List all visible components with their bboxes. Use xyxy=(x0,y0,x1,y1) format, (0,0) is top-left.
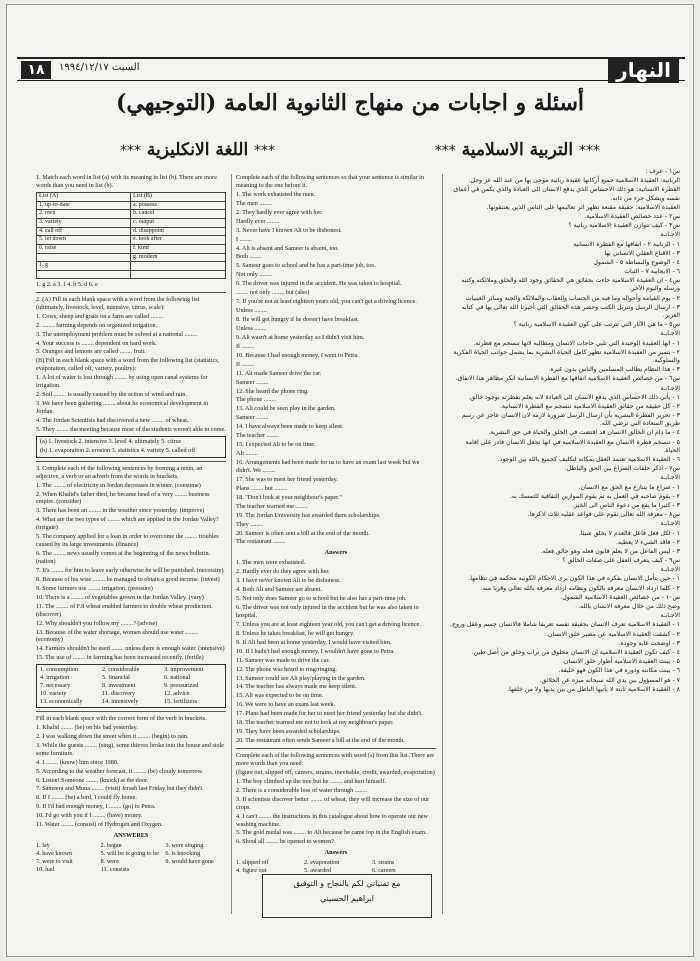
table-row xyxy=(37,201,226,210)
answer-item: 9. would have gone xyxy=(165,857,214,865)
list-b-cell: f. kind xyxy=(131,244,226,253)
answer-item: 3. strains xyxy=(372,859,395,867)
list-item: 1. The boy climbed up the tree but he ........ and hurt himself. xyxy=(236,777,387,785)
list-item: س٦ - من خصائص العقيدة الاسلامية اتفاقها مع الفطرة الانسانية انكر مظاهر هذا الاتفاق. xyxy=(455,375,680,383)
list-item: 5. According to the weather forecast, it ........ (be) cloudy tomorrow. xyxy=(36,767,204,775)
matching-table xyxy=(36,192,226,279)
answer-item: 6. careers xyxy=(372,867,396,875)
table-row xyxy=(37,270,226,278)
question-1: 1. Match each word in list (a) with its meaning in list (b). There are more words than you need in list (b). xyxy=(36,174,217,189)
table-row xyxy=(37,210,226,219)
issue-date: السبت ١٩٩٤/١٢/١٧ xyxy=(59,62,140,73)
list-item: ٢ - كشفت العقيدة الاسلامية عن مصير خلق الانسان. xyxy=(546,630,680,638)
list-b-cell: a. possess xyxy=(131,201,226,210)
list-item: ٢ - فاقد الشيء لا يعطيه. xyxy=(615,538,680,546)
answer-item: 4. irrigation xyxy=(40,674,70,682)
divider xyxy=(36,461,226,462)
list-item: الاجـابـة xyxy=(660,612,680,620)
answer-box-2 xyxy=(36,436,226,458)
answer-item: 5. awarded xyxy=(304,867,332,875)
answers-heading: Answers xyxy=(324,849,348,857)
list-item: Sameer ........ xyxy=(236,414,269,422)
question-1-answers: 1. g 2. a 3. f 4. b 5. d 6. e xyxy=(36,280,98,288)
answer-item: 3. were singing xyxy=(165,842,204,850)
answer-item: 3. improvement xyxy=(164,666,204,674)
list-b-cell: e. look after xyxy=(131,236,226,245)
answer-item: 14. The teacher has always made me keep silent. xyxy=(236,683,357,691)
list-item: س٥ - ما هي الآثار التي تترتب على كون العقيدة الاسلامية ربانية ؟ xyxy=(513,321,680,329)
list-item: الاجـابـة xyxy=(660,231,680,239)
answer-item: 5. financial xyxy=(102,674,130,682)
list-item: 2. When Khalid's father died, he became head of a very ........ business empire. (consider) xyxy=(36,490,210,506)
section-title-english xyxy=(120,140,275,160)
table-row xyxy=(37,253,226,262)
list-item: الفطرة الانسانية: هو ذلك الاحساس الذي يدفع الانسان الى العبادة والذي يكمن في أعماق نفسه ويشكل جزء من ذاته. xyxy=(453,186,680,202)
list-item: ٤ - الوضوح والبساطة ٥ - الشمول xyxy=(593,258,680,266)
answers-heading: Answers xyxy=(324,549,348,557)
question-6-items xyxy=(236,778,436,847)
table-row xyxy=(37,218,226,227)
list-item: 5. Oranges and lemons are called ........ fruit. xyxy=(36,348,146,356)
answer-item: 9. If Ali had been at home yesterday, I would have visited him. xyxy=(236,638,392,646)
list-item: 20. Sameer is often sent a bill at the end of the month. xyxy=(236,529,370,537)
question-2: 2. (A) Fill in each blank space with a word from the following list (ultimately, livestock, level, intensive, citrus, scale): xyxy=(36,295,200,311)
masthead xyxy=(17,57,685,81)
list-item: Ali ........ xyxy=(236,450,258,458)
list-item: The men ........ xyxy=(236,199,272,207)
list-item: ٣ - تحرير الفطرة البشرية بأن ارسال الرسل ضرورة لازمة لان الانسان عاجز عن رسم طريق السعادة التي ترضي الله. xyxy=(461,412,680,428)
question-5-items xyxy=(236,191,436,547)
english-column-left xyxy=(36,174,226,914)
question-4: Fill in each blank space with the correct form of the verb in brackets. xyxy=(36,714,207,722)
list-item: ٦ - الايجابية ٧ - الثبات xyxy=(624,268,680,276)
column-divider xyxy=(231,174,232,914)
list-item: ٣ - ليس الفاعل من لا يعلم قانون فعله وهو خالق فعله. xyxy=(540,547,680,555)
list-item: 3. We have been gathering ........ about he economical development in Jordan. xyxy=(36,400,209,416)
list-item: 9. Some farmers use ........ irrigation. (pressure) xyxy=(36,584,153,592)
answer-item: 4. Both Ali and Sameer are absent. xyxy=(236,586,322,594)
list-item: الاجـابـة xyxy=(660,566,680,574)
star-decoration: *** xyxy=(254,143,276,159)
list-item: س١٠ - من خصائص العقيدة الاسلامية الشمول. xyxy=(560,593,680,601)
list-item: ٢ - يتميز من العقيدة الاسلامية تظهر كامل الحياة البشرية بما يشمل جوانب الحياة الفكرية والسلوكية. xyxy=(453,348,680,364)
list-item: 3. Never have I known Ali to be dishonest. xyxy=(236,226,342,234)
list-item: ٨ - العقيدة الاسلامية ثابتة لا يأتيها الباطل من بين يديها ولا من خلفها. xyxy=(507,685,680,693)
list-item: 4. What are the two types of ........ which are applied in the Jordan Valley? (irrigate) xyxy=(36,516,219,532)
newspaper-logo: النهار xyxy=(608,57,679,83)
answer-item: 11. consists xyxy=(100,865,130,873)
question-3: 3. Complete each of the following sentences by forming a noun, an adjective, a verb or an adverb from the words in brackets. xyxy=(36,464,203,480)
answer-item: 5. Not only does Sameer go to school but he also has a part-time job. xyxy=(236,595,407,603)
answers-5 xyxy=(236,559,436,745)
list-item: 1. A lot of water is lost through ........ by using open canal systems for irrigation. xyxy=(36,374,208,390)
answer-item: 8. were xyxy=(100,857,119,865)
list-item: 13. Because of the water shortage, women should use water ........ (economy) xyxy=(36,628,198,644)
star-decoration: *** xyxy=(434,143,456,159)
list-item: س٤ - ان العقيدة الاسلامية جاءت بحقائق هي الحقائق وجود الله والخلق وملائكته وكتبه ورسله واليوم الآخر. xyxy=(461,277,680,293)
answer-item: 11. Sameer was made to drive the car. xyxy=(236,656,330,664)
list-b-cell: b. cancel xyxy=(131,210,226,219)
list-item: 11. Water ........ (consist) of Hydrogen and Oxygen. xyxy=(36,821,163,829)
answer-item: 2. evaporation xyxy=(304,859,340,867)
list-item: ١ - حين يتأمل الانسان بفكره في هذا الكون يرى الاحكام الكونية محكمة في نظامها. xyxy=(468,575,680,583)
answer-item: 7. necessary xyxy=(40,682,71,690)
list-b-cell xyxy=(131,270,226,278)
list-b-cell: c. output xyxy=(131,218,226,227)
section-title-religion xyxy=(435,140,600,160)
list-item: ٣ - الاقناع العقلي الانساني بها xyxy=(604,249,680,257)
list-item: ٢ - يوم القيامة وأحواله وما فيه من الحساب والعقاب والملائكة والجنة وسائر الغيبيات xyxy=(465,294,680,302)
list-item: 1. Cows, sheep and goats on a farm are called ........ xyxy=(36,312,164,320)
list-a-cell: 4. call off xyxy=(37,227,131,236)
answer-item: 1. slipped off xyxy=(236,859,269,867)
religion-column xyxy=(448,168,680,936)
answer-item: 1. The men were exhausted. xyxy=(236,559,306,567)
list-item: 4. Ali is absent and Sameer is absent, too. xyxy=(236,244,339,252)
author-signature xyxy=(262,874,432,918)
question-2-items xyxy=(36,313,226,357)
answer-item: 8. Unless he takes breakfast, he will get hungry. xyxy=(236,629,355,637)
list-item: 12. She heard the phone ring. xyxy=(236,387,309,395)
list-item: I ........ xyxy=(236,235,252,243)
list-item: If ........ xyxy=(236,342,255,350)
answer-item: 16. We were to have an exam last week. xyxy=(236,701,336,709)
list-item: 8. If I ........ (be) a bird, I could fly home. xyxy=(36,794,137,802)
table-row xyxy=(37,244,226,253)
list-item: The restaurant ........ xyxy=(236,538,286,546)
list-item: Both ........ xyxy=(236,253,262,261)
list-item: وضح ذلك من خلال معرفة الانسان بالله. xyxy=(578,603,680,610)
answer-item: 12. advice xyxy=(164,690,190,698)
list-item: ٣ - اوضحت غاية وجوده. xyxy=(618,639,680,647)
list-item: 2. They hardly ever agree with her. xyxy=(236,208,323,216)
list-a-cell: 2. own xyxy=(37,210,131,219)
list-item: ٤ - ما دام ان الخالق الانسان قد اقتضت في الخلق والحياة في حق البشرية. xyxy=(488,429,680,437)
list-item: 8. He will get hungry if he doesn't have breakfast. xyxy=(236,316,360,323)
page-number: ١٨ xyxy=(21,61,51,79)
table-row xyxy=(37,227,226,236)
list-item: س٨ - معرفة الله تعالى تقوم على قواعد عقلية ثلاث اذكرها. xyxy=(527,511,680,519)
list-item: 3. The unemployment problem must be solved at a national ........ xyxy=(36,330,197,338)
answer-item: 19. They have been awarded scholarships. xyxy=(236,728,341,736)
list-item: Hardly ever ........ xyxy=(236,217,280,225)
list-item: 2. ........ farming depends on organized irrigation. xyxy=(36,321,158,329)
answer-box-3 xyxy=(36,664,226,708)
answers-6 xyxy=(236,859,436,875)
list-item: ٥ - تنسجم فطرة الانسان مع العقيدة الاسلامية في انها تجعل الانسان قادر على اقامة الحياة. xyxy=(465,438,680,454)
question-6: Complete each of the following sentences with word (s) from this list. There are more words than you need: xyxy=(236,752,435,767)
list-item: ١ - يأتي ذلك الاحساس الذي يدفع الانسان الى العبادة لانه يعلم بفطرته بوجود خالق. xyxy=(468,393,680,401)
list-item: الاجـابـة xyxy=(660,384,680,392)
list-item: Sameer ........ xyxy=(236,378,269,386)
list-item: 10. There is a ........ of vegetables grown in the Jordan Valley. (vary) xyxy=(36,593,204,601)
question-3-items xyxy=(36,482,226,663)
list-item: 10. Because I had enough money, I went to Petra. xyxy=(236,351,359,359)
list-item: 2. There is a considerable loss of water through ........ xyxy=(236,786,368,794)
signature-wishes: مع تمنياتي لكم بالنجاح و التوفيق xyxy=(293,879,401,888)
list-a-cell xyxy=(37,270,131,278)
list-item: ٣ - ارسال الرسل وتنزيل الكتب وحصر هذه الحقائق التي أخبرنا الله تعالى بها في كتابه العزيز. xyxy=(461,303,680,319)
answer-item: 17. Plans had been made for her to meet her friend yesterday but she didn't. xyxy=(236,710,423,718)
list-item: الاجـابـة xyxy=(660,520,680,528)
list-item: 7. It's ........ for him to leave early otherwise he will be punished. (necessity) xyxy=(36,566,224,574)
answer-item: 10. variety xyxy=(40,690,67,698)
answer-item: 5. will be is going to be xyxy=(100,850,159,858)
list-item: العقيدة الاسلامية: حقيقة مقنعة تظهر اثر تعاليمها على الناس الذين يعتنقونها. xyxy=(486,203,680,211)
answer-item: 12. The phone was heard to ring/ringing. xyxy=(236,665,337,673)
answer-item: 2. Hardly ever do they agree with her. xyxy=(236,568,330,576)
list-item: ٥ - بينت العقيدة الاسلامية أطوار خلق الانسان. xyxy=(561,658,680,666)
list-item: 7. Sameera and Muna ........ (visit) Jerash last Friday but they didn't. xyxy=(36,785,204,793)
list-item: The teacher ........ xyxy=(236,432,279,440)
list-item: 17. She was to meet her friend yesterday. xyxy=(236,475,338,483)
question-2b-items xyxy=(36,374,226,434)
list-item: 3. If scientists discover better ........ of wheat, they will increase the size of our crops. xyxy=(236,795,430,811)
list-item: 4. Your success is ........ dependent on hard work. xyxy=(36,339,157,347)
list-item: ١ - الربانية ٢ - اتفاقها مع الفطرة الانسانية xyxy=(573,240,680,248)
answer-item: 7. Unless you are at least eighteen year old, you can't get a driving licence. xyxy=(236,620,421,628)
list-item: 2. I was walking down the street when it ........ (begin) to rain. xyxy=(36,732,189,740)
answer-item: 13. Sameer could see Ali play/playing in the garden. xyxy=(236,674,366,682)
answer-item: 8. investment xyxy=(102,682,136,690)
answer-item: 15. Ali was expected to be on time. xyxy=(236,692,324,700)
answer-item: 2. began xyxy=(100,842,122,850)
table-row xyxy=(37,262,226,271)
list-item: Unless ........ xyxy=(236,324,267,332)
list-item: 4. The Jordan Scientists had discovered a new ........ of wheat. xyxy=(36,416,189,424)
list-item: 4. I ........ (know) him since 1980. xyxy=(36,758,119,766)
list-item: Not only ........ xyxy=(236,271,272,279)
list-item: 10. I'd go with you if I ........ (have) money. xyxy=(36,812,143,820)
list-item: They ........ xyxy=(236,520,263,528)
list-item: س٩ - كيف يتعرف العقل على صفات الخالق ؟ xyxy=(562,557,680,565)
answer-item: 14. intensively xyxy=(102,698,139,706)
answer-item: 11. discovery xyxy=(102,690,136,698)
list-a-header: List (A) xyxy=(37,192,131,201)
list-a-cell: 1. up-to-date xyxy=(37,201,131,210)
question-6-list: (figure out, slipped off, careers, strains, inevitable, credit, awarded, evaporation) xyxy=(236,768,435,776)
religion-items xyxy=(448,168,680,694)
list-item: 1. The work exhausted the men. xyxy=(236,190,316,198)
list-a-cell: 5. let down xyxy=(37,236,131,245)
list-a-cell: 1. g xyxy=(37,262,131,271)
list-item: ٢ - كل حقيقة من حقائق العقيدة الاسلامية تنسجم مع الفطرة الانسانية. xyxy=(499,402,680,410)
list-item: 5. Sameer goes to school and he has a part-time job, too. xyxy=(236,262,376,270)
list-item: ١ - انها العقيدة الوحيدة التي تلبي حاجات الانسان ومطالبه لانها تنسجم مع فطرته. xyxy=(473,339,680,347)
english-heading: اللغة الانكليزية xyxy=(146,140,249,160)
list-item: ١ - صراع ما يتنازع مع الحق مع الانسان. xyxy=(578,483,680,491)
answer-item: 7. were to visit xyxy=(36,857,73,865)
list-b-header: List (B) xyxy=(131,192,226,201)
answer-item: 3. I have never known Ali to be dishonest. xyxy=(236,577,341,585)
answer-item: 18. The teacher warned me not to look at my neighbour's paper. xyxy=(236,719,394,727)
list-item: ........ not only ........ but (also) xyxy=(236,289,310,297)
column-divider xyxy=(442,174,443,914)
list-a-cell: 3. variety xyxy=(37,218,131,227)
list-item: 6. The ........ news usually comes at the beginning of the news bulletin. (nation) xyxy=(36,550,211,566)
list-item: 8. Because of his wise ........ he managed to obtain a good income. (invest) xyxy=(36,575,220,583)
list-item: 15. I expected Ali to be on time. xyxy=(236,441,316,449)
list-item: If ........ xyxy=(236,360,255,368)
list-item: 12. Why shouldn't you follow my ........? (advise) xyxy=(36,619,158,627)
list-item: 9. If I'd had enough money, I ........ (go) to Petra. xyxy=(36,803,156,811)
list-item: 6. Listen! Someone ........ (knock) at the door. xyxy=(36,776,149,784)
answer-item: 1. lay xyxy=(36,842,50,850)
answer-item: 6. national xyxy=(164,674,191,682)
answer-item: 15. fertilizers xyxy=(164,698,197,706)
list-item: 13. Ali could be seen play in the garden. xyxy=(236,405,336,413)
list-a-cell: 6. raise xyxy=(37,244,131,253)
list-item: 11. The ........ of F.8 wheat enabled farmers to double wheat production. (discover) xyxy=(36,602,213,618)
answer-item: 4. figure out xyxy=(236,867,267,875)
answer-item: 20. The restaurant often sends Sameer a bill at the end of the month. xyxy=(236,737,405,745)
answer-item: 2. considerable xyxy=(102,666,140,674)
list-item: 3. There has been an ........ in the weather since yesterday. (improve) xyxy=(36,507,205,515)
list-item: 18. "Don't look at your neighbour's paper." xyxy=(236,493,342,501)
star-decoration: *** xyxy=(120,143,141,159)
list-item: 5. They ........ the meeting because most of the students weren't able to come. xyxy=(36,425,226,433)
table-row xyxy=(37,236,226,245)
star-decoration: *** xyxy=(579,143,600,159)
answers-4 xyxy=(36,842,226,874)
answer-item: 10. had xyxy=(36,865,55,873)
divider xyxy=(36,711,226,712)
list-item: 4. I can't ........ the instructions in this catalogue about how to operate our new washing machine. xyxy=(236,812,429,828)
list-item: ١ - لكل فعل فاعل فالعدم لا يخلق شيئا. xyxy=(578,529,680,537)
list-item: 19. The Jordan University has awarded them scholarships. xyxy=(236,511,381,519)
list-item: 3. While the guests ........ (sing), some thieves broke into the house and stole some furniture. xyxy=(36,741,225,757)
list-item: The phone ........ xyxy=(236,396,277,404)
list-item: ٤ - كيف تكون العقيدة الاسلامية ان الانسان مخلوق من تراب وخلق من أصل طين. xyxy=(471,648,680,656)
page-title: أسئلة و اجابات من منهاج الثانوية العامة (التوجيهي) xyxy=(115,90,585,116)
answer-item: 4. have known xyxy=(36,850,73,858)
question-4-items xyxy=(36,724,226,829)
list-item: 5. The gold medal was ........ to Ali because he came top in the English exam. xyxy=(236,829,427,837)
list-item: ٦ - العقيدة الاسلامية تعتمد العقل بمكانه لتكليف كجميع بالله بين الوجود. xyxy=(497,456,680,463)
list-item: س٣ - كيف تتوازن العقيدة الاسلامية ربانية ؟ xyxy=(568,222,680,230)
answer-item: 1. consumption xyxy=(40,666,79,674)
list-b-cell: d. disappoint xyxy=(131,227,226,236)
list-item: ١ - العقيدة الاسلامية تعرف الانسان بحقيقة نفسه تعريفا شاملا فالانسان جسم وعقل وروح. xyxy=(450,621,680,629)
divider xyxy=(36,292,226,293)
religion-heading: التربية الاسلامية xyxy=(461,140,574,160)
list-item: س١ - عرف : xyxy=(645,168,680,175)
list-item: Plans ........ but ........ xyxy=(236,484,287,492)
list-item: ٣ - هذا النظام يطالب المسلمين والناس بدون غيره. xyxy=(548,366,680,374)
list-item: 1. Khalid ........ (be) on his bad yesterday. xyxy=(36,723,138,731)
list-item: 9. Ali wasn't at home yesterday so I didn't visit him. xyxy=(236,333,365,341)
list-item: س٢ - عدد خصائص العقيدة الاسلامية. xyxy=(584,212,680,220)
answer-line: (b) 1. evaporation 2. erosion 3. statistics 4. variety 5. called off xyxy=(40,446,196,454)
list-item: 14. I have always been made to keep silent. xyxy=(236,423,344,431)
list-item: The teacher warned me ........ xyxy=(236,502,308,510)
list-item: ٢ - كلما ازداد الانسان معرفة بالكون ونظامه ازداد معرفة بالله تعالى وقربا منه. xyxy=(480,584,680,592)
list-item: 6. The driver was injured in the accident. He was taken to hospital. xyxy=(236,280,402,288)
list-b-cell xyxy=(131,262,226,271)
list-item: 5. The company applied for a loan in order to overcome the ........ troubles caused by its large investments. (finance) xyxy=(36,533,219,549)
answer-item: 9. pressurized xyxy=(164,682,199,690)
signature-name: ابراهيم الحسيني xyxy=(319,894,375,903)
list-item: ٧ - هو المسؤول بين يدي الله سبحانه ميزه عن الخلائق. xyxy=(539,676,680,684)
list-item: 11. Ali made Sameer drive the car. xyxy=(236,369,322,377)
answer-item: 6. The driver was not only injured in the accident but he was also taken to hospital. xyxy=(236,604,419,619)
list-item: الاجـابـة xyxy=(660,330,680,338)
list-item: الاجـابـة xyxy=(660,474,680,482)
answer-line: (a) 1. livestock 2. intensive 3. level 4. ultimately 5. citrus xyxy=(40,437,182,445)
answers-heading: ANSWERES xyxy=(113,832,149,840)
list-a-cell xyxy=(37,253,131,262)
answer-item: 6. is knocking xyxy=(165,850,201,858)
list-item: س٧ - اذكر حلقات الصراع بين الحق والباطل. xyxy=(564,465,680,473)
divider xyxy=(236,748,436,749)
list-item: 6. Shoul all ........ be opened to women? xyxy=(236,838,334,846)
list-item: 16. Arrangements had been made for us to have an exam last week but we didn't. We ........ xyxy=(236,459,420,474)
list-item: 2. Soil ........ is usually caused by the action of wind and rain. xyxy=(36,391,187,399)
list-item: 14. Farmers shouldn't be used ........ unless there is enough water. (intensive) xyxy=(36,645,225,653)
list-item: الربانية: العقيدة الاسلامية جميع أركانها عقيدة ربانية موحى بها من عند الله عز وجل. xyxy=(468,177,680,185)
answer-item: 13. economically xyxy=(40,698,83,706)
list-item: Unless ........ xyxy=(236,307,267,315)
question-2b: (B) Fill in each blank space with a word from the following list (statistics, evaporation, called off, variety, poultry): xyxy=(36,357,220,373)
english-column-right xyxy=(236,174,436,914)
list-item: 1. The ........ of electricity in Jordan decreases in winter. (consume) xyxy=(36,481,201,489)
list-item: 7. If you're not at least eighteen years old, you can't get a driving licence. xyxy=(236,298,417,306)
list-item: ٦ - بينت مكانته ودوره في هذا الكون فهو خليفة. xyxy=(558,667,680,675)
answer-item: 10. If I hadn't had enough money, I wouldn't have gone to Petra. xyxy=(236,647,395,655)
question-5: Complete each of the following sentences so that your sentence is similar in meaning to the one before it. xyxy=(236,174,424,189)
list-b-cell: g. modern xyxy=(131,253,226,262)
list-item: 15. The use of ........ in farming has been increased recently. (fertile) xyxy=(36,654,204,662)
list-item: ٣ - كثيرا ما يقع من دعوة الناس الى الخير. xyxy=(572,501,680,509)
list-item: ٢ - يقوم صاحبه في العمل به ثم يقوم الموازين الثقافية للتمسك به. xyxy=(509,492,680,500)
